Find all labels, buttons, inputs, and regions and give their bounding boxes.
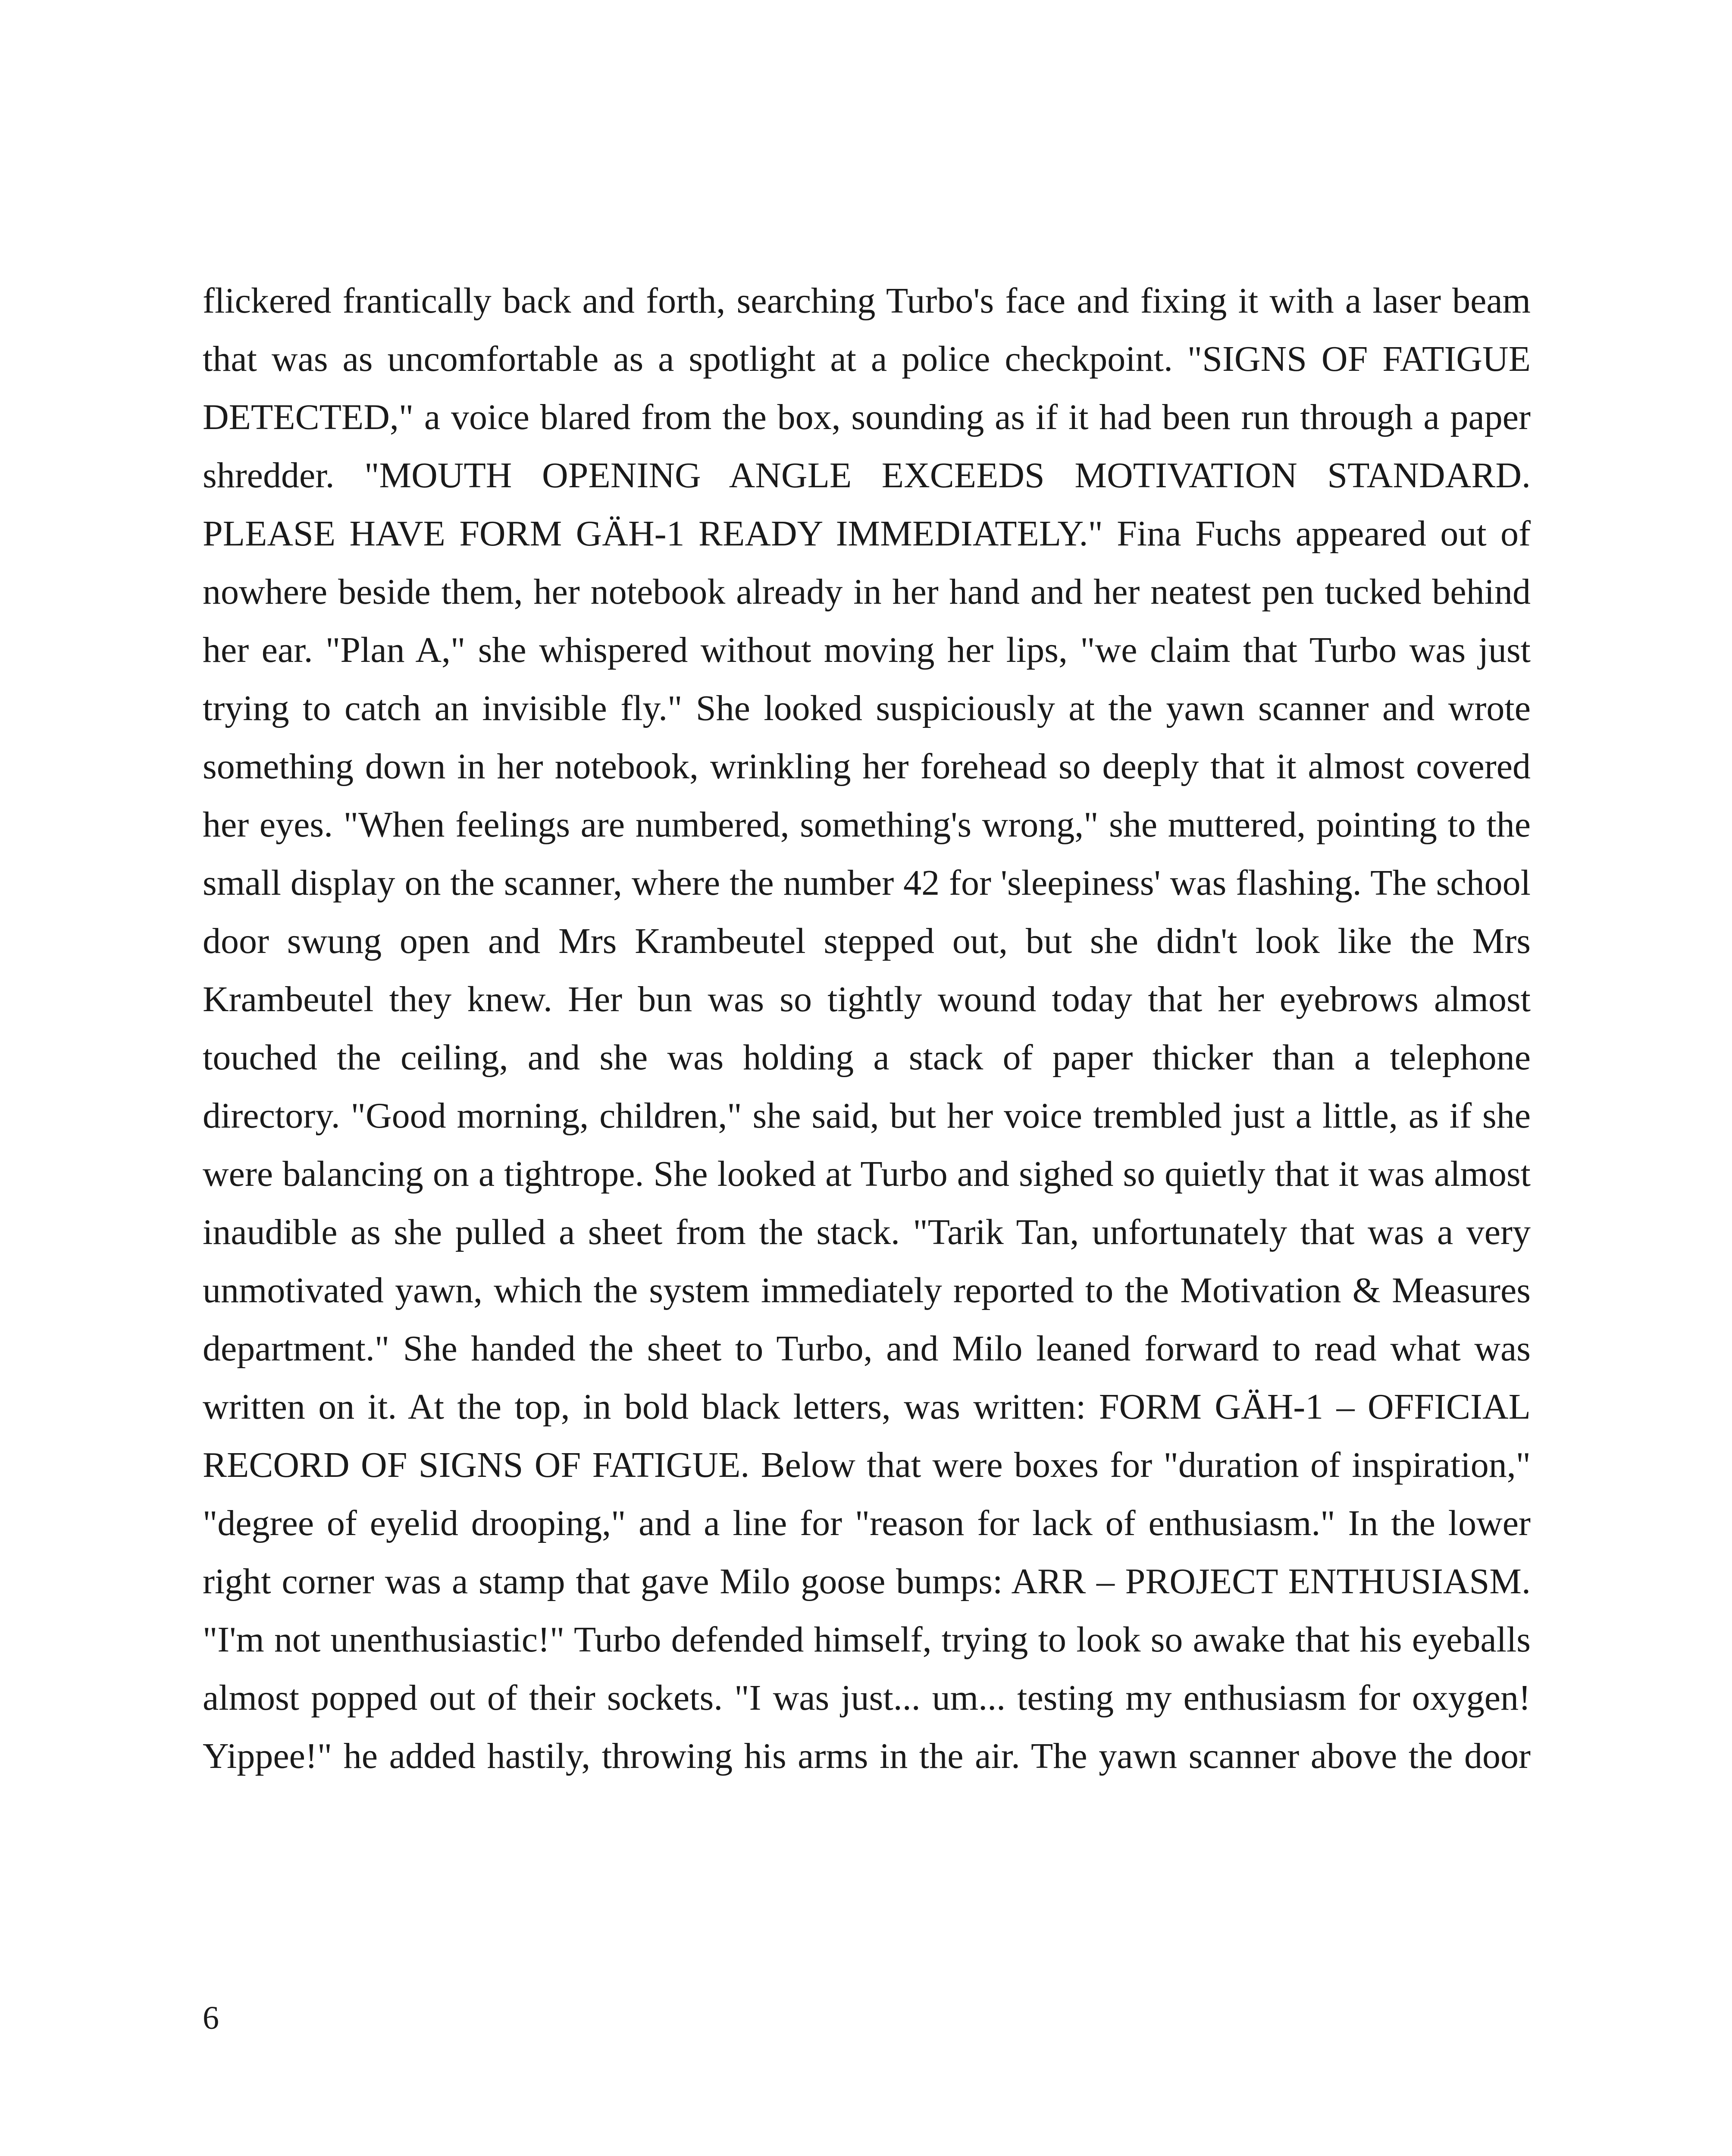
page-number: 6 <box>203 2000 219 2036</box>
body-paragraph: flickered frantically back and forth, searching Turbo's face and fixing it with a laser beam that was as uncomfortable as a spotlight at a police checkpoint. "SIGNS OF FATIGUE DETECTED," a voice blared from the box, sounding as if it had been run through a paper shredder. "MOUTH OPENING ANGLE EXCEEDS MOTIVATION STANDARD. PLEASE HAVE FORM GÄH-1 READY IMMEDIATELY." Fina Fuchs appeared out of nowhere beside them, her notebook already in her hand and her neatest pen tucked behind her ear. "Plan A," she whispered without moving her lips, "we claim that Turbo was just trying to catch an invisible fly." She looked suspiciously at the yawn scanner and wrote something down in her notebook, wrinkling her forehead so deeply that it almost covered her eyes. "When feelings are numbered, something's wrong," she muttered, pointing to the small display on the scanner, where the number 42 for 'sleepiness' was flashing. The school door swung open and Mrs Krambeutel stepped out, but she didn't look like the Mrs Krambeutel they knew. Her bun was so tightly wound today that her eyebrows almost touched the ceiling, and she was holding a stack of paper thicker than a telephone directory. "Good morning, children," she said, but her voice trembled just a little, as if she were balancing on a tightrope. She looked at Turbo and sighed so quietly that it was almost inaudible as she pulled a sheet from the stack. "Tarik Tan, unfortunately that was a very unmotivated yawn, which the system immediately reported to the Motivation & Measures department." She handed the sheet to Turbo, and Milo leaned forward to read what was written on it. At the top, in bold black letters, was written: FORM GÄH-1 – OFFICIAL RECORD OF SIGNS OF FATIGUE. Below that were boxes for "duration of inspiration," "degree of eyelid drooping," and a line for "reason for lack of enthusiasm." In the lower right corner was a stamp that gave Milo goose bumps: ARR – PROJECT ENTHUSIASM. "I'm not unenthusiastic!" Turbo defended himself, trying to look so awake that his eyeballs almost popped out of their sockets. "I was just... um... testing my enthusiasm for oxygen! Yippee!" he added hastily, throwing his arms in the air. The yawn scanner above the door <box>203 281 1531 1776</box>
